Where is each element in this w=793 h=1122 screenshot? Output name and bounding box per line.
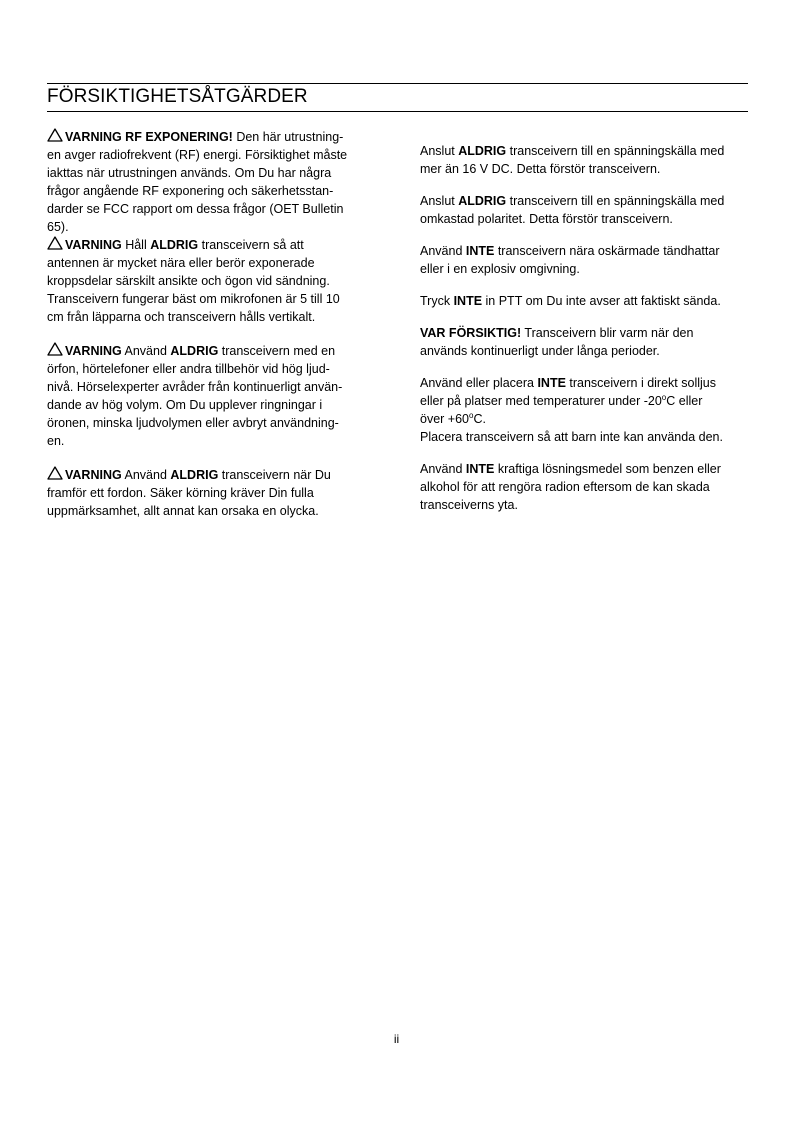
text-line: eller i en explosiv omgivning. — [420, 262, 580, 276]
emphasis: INTE — [453, 294, 483, 308]
text-line: öronen, minska ljudvolymen eller avbryt användning- — [47, 416, 339, 430]
warning-triangle-icon — [47, 128, 64, 142]
warning-label: VARNING — [65, 468, 122, 482]
text: in PTT om Du inte avser att faktiskt sända. — [482, 294, 721, 308]
text: Använd — [121, 468, 171, 482]
caution-ptt — [420, 292, 755, 310]
text: Använd — [420, 462, 466, 476]
text-line: Transceivern fungerar bäst om mikrofonen är 5 till 10 — [47, 292, 340, 306]
text: transceivern i direkt solljus — [565, 376, 716, 390]
warning-label: VARNING — [65, 238, 122, 252]
text-line: transceiverns yta. — [420, 498, 518, 512]
text: Använd eller placera — [420, 376, 538, 390]
text-line: en avger radiofrekvent (RF) energi. Försiktighet måste — [47, 148, 348, 162]
warning-label: VARNING — [65, 344, 122, 358]
text: Anslut — [420, 194, 459, 208]
text: transceivern nära oskärmade tändhattar — [494, 244, 720, 258]
emphasis: INTE — [537, 376, 566, 390]
warning-label: VARNING RF EXPONERING! — [65, 130, 233, 144]
text-line: Placera transceivern så att barn inte kan använda den. — [420, 430, 723, 444]
text-line: nivå. Hörselexperter avråder från kontinuerligt använ- — [47, 380, 343, 394]
text: Transceivern blir varm när den — [521, 326, 694, 340]
text-line: omkastad polaritet. Detta förstör transceivern. — [420, 212, 673, 226]
text: Den här utrustning- — [232, 130, 344, 144]
header-top-rule — [47, 83, 748, 84]
warning-triangle-icon — [47, 236, 64, 250]
degree-symbol: o — [469, 411, 474, 420]
warning-triangle-icon — [47, 466, 64, 480]
caution-solvents — [420, 460, 755, 514]
caution-temperature — [420, 374, 755, 446]
text-line: en. — [47, 434, 65, 448]
text-line: iakttas när utrustningen används. Om Du har några — [47, 166, 332, 180]
text-line: uppmärksamhet, allt annat kan orsaka en olycka. — [47, 504, 319, 518]
caution-overvoltage — [420, 142, 755, 178]
text: Anslut — [420, 144, 459, 158]
text: Håll — [121, 238, 151, 252]
text-line: cm från läpparna och transceivern hålls vertikalt. — [47, 310, 316, 324]
left-column — [47, 128, 377, 520]
text: Tryck — [420, 294, 454, 308]
caution-polarity — [420, 192, 755, 228]
text-line: 65). — [47, 220, 69, 234]
warning-triangle-icon — [47, 342, 64, 356]
text: kraftiga lösningsmedel som benzen eller — [494, 462, 721, 476]
caution-explosive — [420, 242, 755, 278]
text: Använd — [420, 244, 466, 258]
warning-driving — [47, 466, 377, 520]
emphasis: INTE — [465, 244, 495, 258]
header-bottom-rule — [47, 111, 748, 112]
text-line: används kontinuerligt under långa perioder. — [420, 344, 660, 358]
emphasis: ALDRIG — [150, 238, 199, 252]
text-line: darder se FCC rapport om dessa frågor (OET Bulletin — [47, 202, 344, 216]
text: eller på platser med temperaturer under -20 — [420, 394, 662, 408]
emphasis: ALDRIG — [458, 194, 507, 208]
text-line: antennen är mycket nära eller berör exponerade — [47, 256, 315, 270]
text-line: örfon, hörtelefoner eller andra tillbehör vid hög ljud- — [47, 362, 330, 376]
emphasis: ALDRIG — [170, 468, 219, 482]
right-column — [420, 142, 755, 514]
page-title: FÖRSIKTIGHETSÅTGÄRDER — [47, 86, 308, 107]
caution-heat — [420, 324, 755, 360]
emphasis: INTE — [465, 462, 495, 476]
text-line: mer än 16 V DC. Detta förstör transceivern. — [420, 162, 661, 176]
emphasis: ALDRIG — [170, 344, 219, 358]
text: över +60 — [420, 412, 469, 426]
text-line: kroppsdelar särskilt ansikte och ögon vid sändning. — [47, 274, 330, 288]
warning-antenna — [47, 236, 377, 326]
page-number: ii — [393, 1032, 400, 1046]
text: Använd — [121, 344, 171, 358]
text: C. — [473, 412, 486, 426]
text-line: dande av hög volym. Om Du upplever ringningar i — [47, 398, 323, 412]
text-line: alkohol för att rengöra radion eftersom de kan skada — [420, 480, 710, 494]
emphasis: VAR FÖRSIKTIG! — [420, 326, 522, 340]
text: transceivern med en — [218, 344, 336, 358]
text-line: framför ett fordon. Säker körning kräver Din fulla — [47, 486, 314, 500]
degree-symbol: o — [661, 393, 667, 402]
text: C eller — [666, 394, 703, 408]
warning-hearing — [47, 342, 377, 450]
emphasis: ALDRIG — [458, 144, 507, 158]
text: transceivern till en spänningskälla med — [506, 194, 725, 208]
text-line: frågor angående RF exponering och säkerhetsstan- — [47, 184, 334, 198]
warning-rf-exposure — [47, 128, 377, 236]
text: transceivern så att — [198, 238, 304, 252]
text: transceivern när Du — [218, 468, 331, 482]
text: transceivern till en spänningskälla med — [506, 144, 725, 158]
